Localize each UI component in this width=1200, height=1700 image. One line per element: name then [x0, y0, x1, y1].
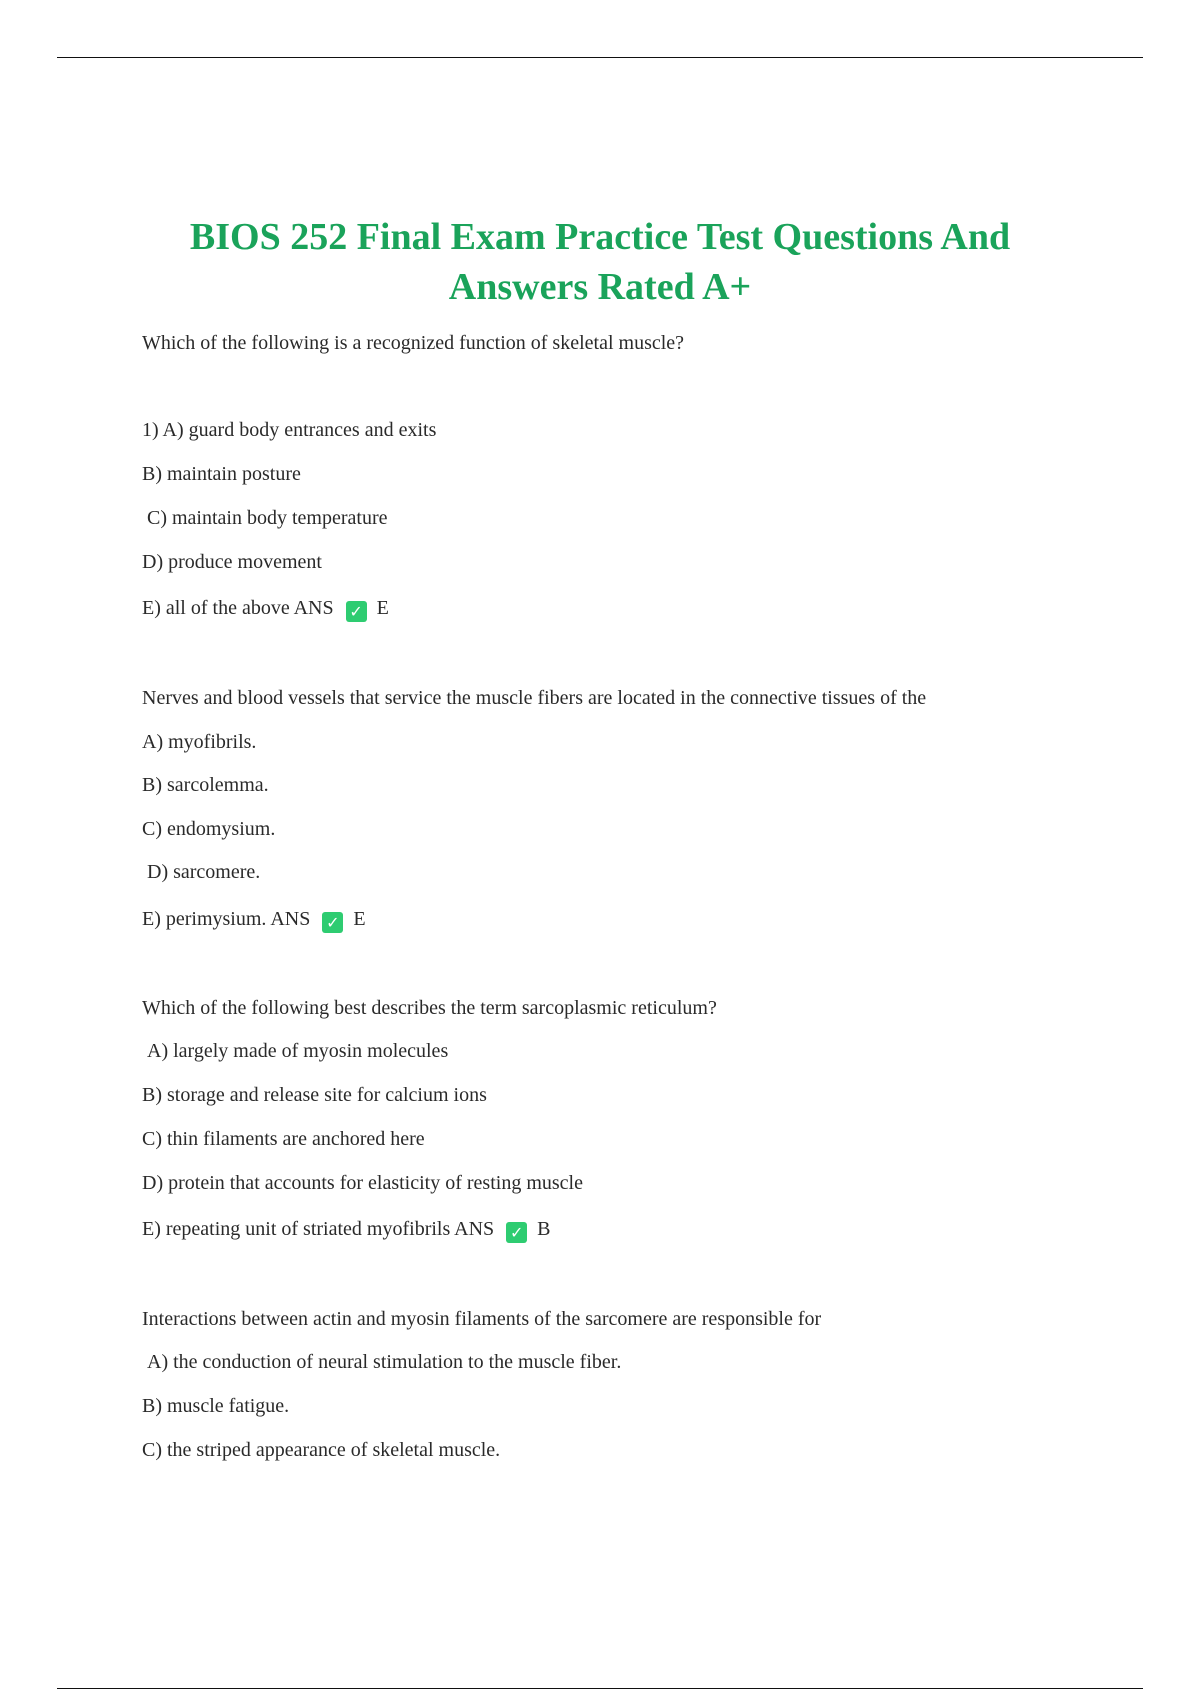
question-1-option-e-text: E) all of the above ANS — [142, 597, 334, 619]
question-3-text: Which of the following best describes the term sarcoplasmic reticulum? — [142, 997, 717, 1019]
question-3-option-e — [142, 1216, 551, 1243]
question-3-option-c: C) thin filaments are anchored here — [142, 1128, 425, 1150]
question-3-answer: B — [537, 1218, 551, 1240]
question-3-option-e-text: E) repeating unit of striated myofibrils ANS — [142, 1218, 495, 1240]
question-2-option-b: B) sarcolemma. — [142, 774, 269, 796]
header-rule — [57, 57, 1143, 58]
question-3-option-d: D) protein that accounts for elasticity of resting muscle — [142, 1172, 583, 1194]
question-2-option-c: C) endomysium. — [142, 818, 276, 840]
question-2-option-e-text: E) perimysium. ANS — [142, 908, 311, 930]
check-mark-icon: ✓ — [346, 601, 367, 622]
question-2-answer: E — [353, 908, 366, 930]
footer-rule — [57, 1688, 1143, 1689]
question-4-text: Interactions between actin and myosin filaments of the sarcomere are responsible for — [142, 1308, 822, 1330]
question-4-option-b: B) muscle fatigue. — [142, 1395, 290, 1417]
question-1-option-d: D) produce movement — [142, 551, 322, 573]
question-1-text: Which of the following is a recognized function of skeletal muscle? — [142, 332, 685, 354]
question-2-text: Nerves and blood vessels that service the muscle fibers are located in the connective tissues of the — [142, 687, 927, 709]
question-1-option-b: B) maintain posture — [142, 463, 301, 485]
check-mark-icon: ✓ — [322, 912, 343, 933]
question-3-option-b: B) storage and release site for calcium ions — [142, 1084, 487, 1106]
question-2-option-d: D) sarcomere. — [147, 861, 261, 883]
question-4-option-a: A) the conduction of neural stimulation to the muscle fiber. — [147, 1351, 622, 1373]
question-1-answer: E — [376, 597, 389, 619]
check-mark-icon: ✓ — [506, 1222, 527, 1243]
document-title: BIOS 252 Final Exam Practice Test Questions And Answers Rated A+ — [189, 216, 1011, 308]
question-3-option-a: A) largely made of myosin molecules — [147, 1040, 449, 1062]
question-1-option-e — [142, 595, 389, 622]
question-1-option-c: C) maintain body temperature — [147, 507, 388, 529]
question-4-option-c: C) the striped appearance of skeletal muscle. — [142, 1439, 501, 1461]
question-2-option-e — [142, 906, 366, 933]
question-2-option-a: A) myofibrils. — [142, 731, 257, 753]
question-1-option-a: 1) A) guard body entrances and exits — [142, 419, 437, 441]
